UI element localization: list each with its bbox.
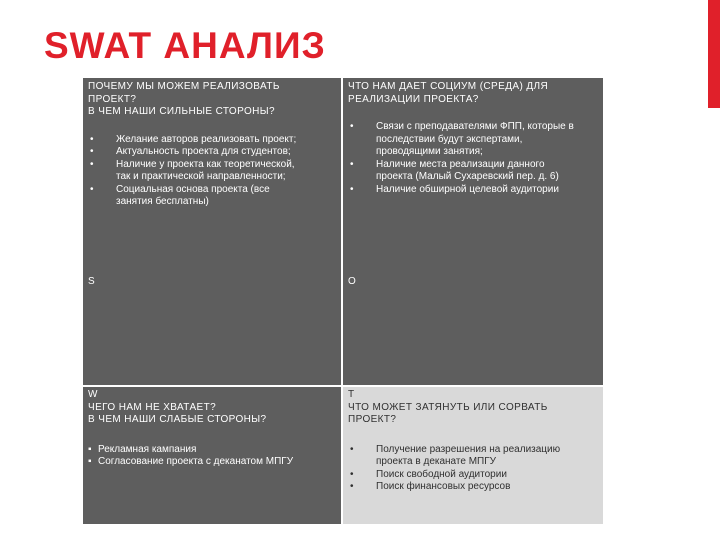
list-item <box>88 146 308 159</box>
list-item <box>88 184 308 209</box>
accent-bar <box>708 0 720 108</box>
opportunities-list <box>348 121 574 196</box>
threats-heading <box>348 389 599 427</box>
swot-grid <box>83 78 603 524</box>
opportunity-text: Наличие места реализации данного проекта (Малый Сухаревский пер. д. 6) <box>376 158 559 182</box>
weakness-text: Согласование проекта с деканатом МПГУ <box>98 456 294 467</box>
strengths-quadrant <box>83 78 341 385</box>
bullet-icon: • <box>350 183 354 195</box>
threats-heading-line1: ЧТО МОЖЕТ ЗАТЯНУТЬ ИЛИ СОРВАТЬ <box>348 401 548 413</box>
weaknesses-heading-line1: ЧЕГО НАМ НЕ ХВАТАЕТ? <box>88 401 217 413</box>
threat-text: Получение разрешения на реализацию проекта в деканате МПГУ <box>376 443 561 467</box>
list-item <box>348 121 574 159</box>
opportunities-heading-line1: ЧТО НАМ ДАЕТ СОЦИУМ (СРЕДА) ДЛЯ <box>348 81 549 92</box>
strengths-heading-line2: ПРОЕКТ? <box>88 93 137 105</box>
strength-text: Желание авторов реализовать проект; <box>116 133 297 145</box>
list-item <box>88 444 337 457</box>
list-item <box>348 481 588 494</box>
weaknesses-heading <box>88 389 337 427</box>
opportunities-heading <box>348 81 599 106</box>
threats-heading-line2: ПРОЕКТ? <box>348 414 397 425</box>
bullet-icon: • <box>90 146 94 157</box>
bullet-icon: ▪ <box>88 443 92 455</box>
opportunity-text: Наличие обширной целевой аудитории <box>376 183 559 195</box>
list-item <box>88 456 337 469</box>
list-item <box>348 184 574 197</box>
opportunity-text: Связи с преподавателями ФПП, которые в последствии будут экспертами, проводящими занятия; <box>376 121 574 157</box>
threat-text: Поиск свободной аудитории <box>376 468 507 480</box>
strengths-list <box>88 134 308 209</box>
opportunities-letter: O <box>348 276 356 287</box>
strength-text: Наличие у проекта как теоретической, так и практической направленности; <box>116 158 295 182</box>
strengths-heading <box>88 81 337 119</box>
bullet-icon: • <box>350 158 354 170</box>
weaknesses-heading-line2: В ЧЕМ НАШИ СЛАБЫЕ СТОРОНЫ? <box>88 414 267 425</box>
strength-text: Актуальность проекта для студентов; <box>116 146 291 157</box>
bullet-icon: • <box>350 468 354 480</box>
opportunities-heading-line2: РЕАЛИЗАЦИИ ПРОЕКТА? <box>348 93 479 105</box>
slide-title: SWAT АНАЛИЗ <box>44 25 326 66</box>
bullet-icon: ▪ <box>88 456 92 467</box>
weakness-text: Рекламная кампания <box>98 443 197 455</box>
threats-quadrant <box>343 387 603 524</box>
bullet-icon: • <box>90 133 94 145</box>
weaknesses-list <box>88 444 337 469</box>
threats-letter: T <box>348 389 355 400</box>
bullet-icon: • <box>90 158 94 170</box>
bullet-icon: • <box>350 481 354 492</box>
strengths-letter: S <box>88 276 95 287</box>
bullet-icon: • <box>350 121 354 132</box>
strengths-heading-line1: ПОЧЕМУ МЫ МОЖЕМ РЕАЛИЗОВАТЬ <box>88 81 280 92</box>
weaknesses-quadrant <box>83 387 341 524</box>
strengths-heading-line3: В ЧЕМ НАШИ СИЛЬНЫЕ СТОРОНЫ? <box>88 106 275 117</box>
opportunities-quadrant <box>343 78 603 385</box>
bullet-icon: • <box>350 443 354 455</box>
list-item <box>348 159 574 184</box>
weaknesses-letter: W <box>88 389 98 400</box>
threats-list <box>348 444 588 494</box>
list-item <box>348 444 588 469</box>
list-item <box>348 469 588 482</box>
threat-text: Поиск финансовых ресурсов <box>376 481 511 492</box>
bullet-icon: • <box>90 183 94 195</box>
strength-text: Социальная основа проекта (все занятия бесплатны) <box>116 183 270 207</box>
list-item <box>88 159 308 184</box>
list-item <box>88 134 308 147</box>
